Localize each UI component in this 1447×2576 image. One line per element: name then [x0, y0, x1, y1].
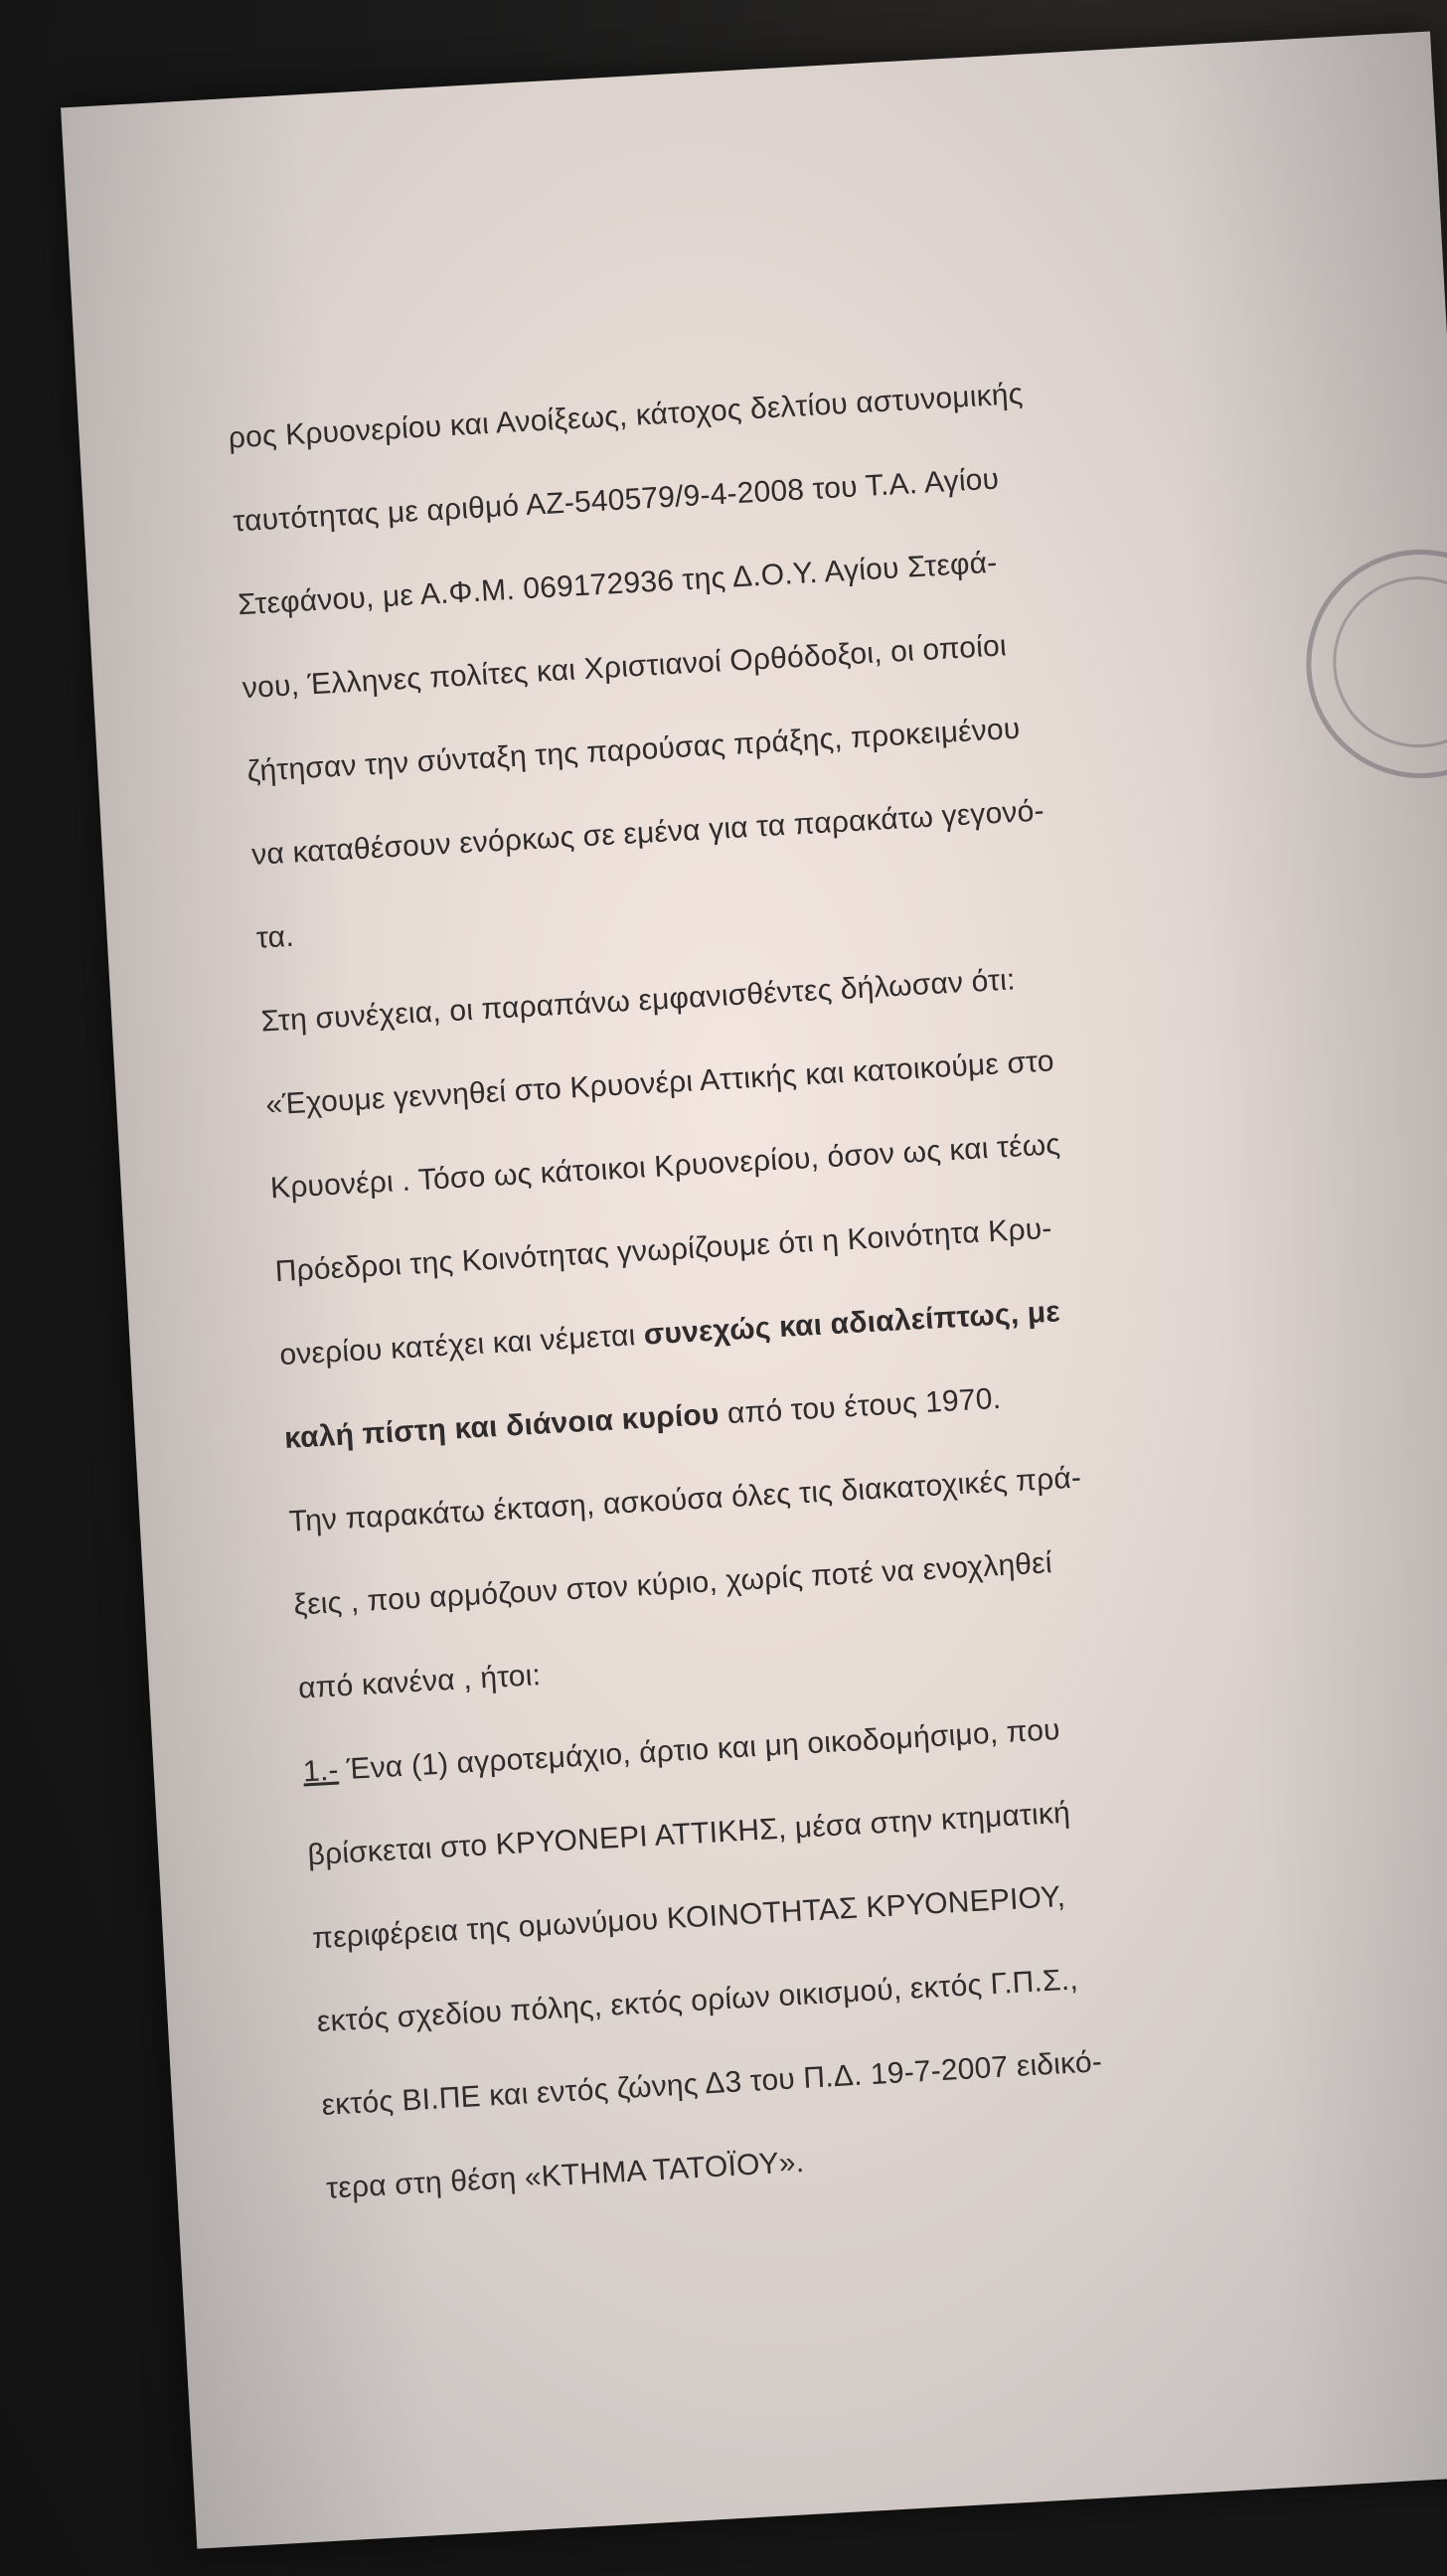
text-line: βρίσκεται στο ΚΡΥΟΝΕΡΙ ΑΤΤΙΚΗΣ, μέσα στην κτηματική	[306, 1796, 1071, 1872]
text-line: νου, Έλληνες πολίτες και Χριστιανοί Ορθόδοξοι, οι οποίοι	[241, 629, 1008, 706]
document-body	[227, 344, 1282, 2231]
text-normal: ονερίου κατέχει και νέμεται	[278, 1318, 645, 1372]
text-bold: συνεχώς και αδιαλείπτως, με	[642, 1295, 1061, 1352]
item-number: 1.-	[302, 1753, 340, 1789]
text-line: Πρόεδροι της Κοινότητας γνωρίζουμε ότι η Κοινότητα Κρυ-	[273, 1211, 1053, 1289]
text-line: Την παρακάτω έκταση, ασκούσα όλες τις διακατοχικές πρά-	[287, 1461, 1082, 1538]
text-normal: από του έτους 1970.	[718, 1381, 1002, 1431]
text-line: Στη συνέχεια, οι παραπάνω εμφανισθέντες δήλωσαν ότι:	[259, 963, 1017, 1039]
text-line: ταυτότητας με αριθμό ΑΖ-540579/9-4-2008 του Τ.Α. Αγίου	[232, 462, 1001, 539]
text-line: περιφέρεια της ομωνύμου ΚΟΙΝΟΤΗΤΑΣ ΚΡΥΟΝΕΡΙΟΥ,	[311, 1879, 1066, 1956]
text-line: Στεφάνου, με Α.Φ.Μ. 069172936 της Δ.Ο.Υ. Αγίου Στεφά-	[237, 546, 999, 622]
text-line: ξεις , που αρμόζουν στον κύριο, χωρίς ποτέ να ενοχληθεί	[292, 1546, 1053, 1622]
text-line: ζήτησαν την σύνταξη της παρούσας πράξης, προκειμένου	[245, 712, 1022, 789]
text-line: «Έχουμε γεννηθεί στο Κρυονέρι Αττικής και κατοικούμε στο	[264, 1045, 1055, 1122]
document-page	[61, 31, 1447, 2548]
text-line: εκτός σχεδίου πόλης, εκτός ορίων οικισμού, εκτός Γ.Π.Σ.,	[316, 1963, 1079, 2039]
text-line: τα.	[255, 919, 295, 955]
text-line: να καταθέσουν ενόρκως σε εμένα για τα παρακάτω γεγονό-	[250, 794, 1045, 872]
stamp-inner-ring	[1329, 571, 1447, 751]
text-line: τερα στη θέση «ΚΤΗΜΑ ΤΑΤΟΪΟΥ».	[325, 2146, 806, 2205]
item-text: Ένα (1) αγροτεμάχιο, άρτιο και μη οικοδομήσιμο, που	[337, 1712, 1061, 1787]
text-line: από κανένα , ήτοι:	[297, 1659, 542, 1705]
text-line: εκτός ΒΙ.ΠΕ και εντός ζώνης Δ3 του Π.Δ. 19-7-2007 ειδικό-	[320, 2045, 1103, 2122]
text-line: ρος Κρυονερίου και Ανοίξεως, κάτοχος δελτίου αστυνομικής	[227, 377, 1025, 455]
text-bold: καλή πίστη και διάνοια κυρίου	[283, 1397, 721, 1456]
official-stamp	[1300, 544, 1447, 784]
text-line: Κρυονέρι . Τόσο ως κάτοικοι Κρυονερίου, όσον ως και τέως	[269, 1128, 1061, 1206]
